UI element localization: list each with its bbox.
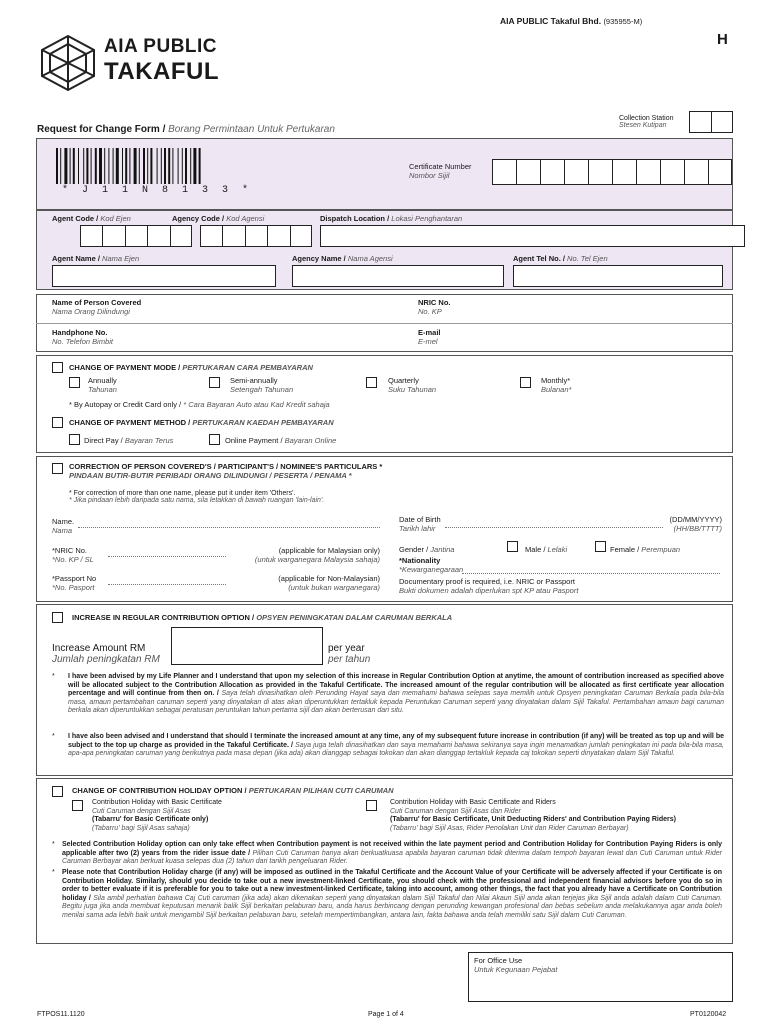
dob-format-ms: (HH/BB/TTTT) bbox=[673, 524, 722, 533]
payment-mode-checkbox[interactable] bbox=[52, 362, 63, 373]
proof-ms: Bukti dokumen adalah diperlukan spt KP atau Pasport bbox=[399, 586, 579, 595]
barcode-bar bbox=[134, 148, 137, 184]
dob-input[interactable] bbox=[445, 527, 663, 528]
gender-label bbox=[399, 545, 454, 554]
online-payment-label bbox=[225, 436, 336, 445]
per-year-en: per year bbox=[328, 643, 365, 654]
holiday-note1-ms: Pilihan Cuti Caruman hanya akan berkuatkuasa apabila bayaran caruman tidak diterima dalam tempoh bayaran lewat dan Cuti Caruman untuk Rider Caruman Berbayar akan berkuat kuasa selepas dua (2) tahun dari tarikh pengeluaran Rider. bbox=[62, 849, 722, 866]
passport-input[interactable] bbox=[108, 584, 226, 585]
agent-name-label bbox=[52, 254, 139, 263]
agency-code-input[interactable] bbox=[200, 225, 312, 247]
male-ms: Lelaki bbox=[547, 545, 568, 554]
company-name-text: AIA PUBLIC Takaful Bhd. bbox=[500, 16, 602, 26]
correction-name-label bbox=[52, 517, 74, 535]
agency-name-input[interactable] bbox=[292, 265, 504, 287]
office-use-ms: Untuk Kegunaan Pejabat bbox=[474, 965, 558, 974]
increase-title-en: INCREASE IN REGULAR CONTRIBUTION OPTION / bbox=[72, 613, 255, 622]
barcode-bar bbox=[190, 148, 191, 184]
correction-nric-app-en: (applicable for Malaysian only) bbox=[278, 546, 380, 555]
barcode-bar bbox=[150, 148, 152, 184]
barcode-bar bbox=[108, 148, 109, 184]
increase-note2-ms: Saya juga telah dinasihatkan dan saya memahami bahawa sekiranya saya ingin menamatkan jumlah peningkatan ini pada bila-bila masa, apa-apa peningkatan caruman yang berikutnya pada masa depan (jika ada) akan dianggap sebagai tokokan dan akan dianggap tertakluk kepada caj tokokan seperti dinyatakan dalam Sijil Takaful. bbox=[68, 741, 724, 758]
form-title bbox=[37, 124, 335, 135]
payment-mode-title bbox=[69, 363, 313, 372]
person-divider bbox=[36, 323, 733, 324]
passport-app-ms: (untuk bukan warganegara) bbox=[288, 583, 380, 592]
barcode-bar bbox=[83, 148, 84, 184]
dispatch-location-input[interactable] bbox=[320, 225, 745, 247]
correction-nric-ms: *No. KP / SL bbox=[52, 555, 94, 564]
agent-code-en: Agent Code / bbox=[52, 214, 99, 223]
direct-pay-checkbox[interactable] bbox=[69, 434, 80, 445]
nric-ms: No. KP bbox=[418, 307, 442, 316]
quarterly-label bbox=[388, 376, 436, 394]
increase-note2 bbox=[68, 733, 724, 759]
holiday-note1-bullet: * bbox=[52, 841, 55, 848]
increase-note1-bullet: * bbox=[52, 673, 55, 680]
holiday-basic-l1: Contribution Holiday with Basic Certificate bbox=[92, 799, 222, 806]
dispatch-location-ms: Lokasi Penghantaran bbox=[391, 214, 463, 223]
increase-note1-en: I have been advised by my Life Planner and I understand that upon my selection of this increase in Regular Contribution Option at anytime, the amount of contribution increased as specified above will be allocated subject to the Contribution Allocation as provided in the Takaful Certificate. The increased amount of the regular contribution will be allocated as first certificate year allocation percentage and will continue from then on. / bbox=[68, 673, 724, 698]
form-title-ms: Borang Permintaan Untuk Pertukaran bbox=[168, 124, 335, 135]
footer-page-number: Page 1 of 4 bbox=[368, 1011, 404, 1018]
increase-title-ms: OPSYEN PENINGKATAN DALAM CARUMAN BERKALA bbox=[256, 613, 453, 622]
holiday-basic-l2: Cuti Caruman dengan Sijil Asas bbox=[92, 807, 191, 815]
passport-label bbox=[52, 574, 96, 592]
holiday-riders-checkbox[interactable] bbox=[366, 800, 377, 811]
person-name-label bbox=[52, 298, 141, 316]
barcode-bar bbox=[164, 148, 166, 184]
gender-ms: Jantina bbox=[430, 545, 455, 554]
correction-checkbox[interactable] bbox=[52, 463, 63, 474]
agent-code-input[interactable] bbox=[80, 225, 192, 247]
autopay-note bbox=[69, 400, 330, 409]
agency-code-label bbox=[172, 214, 264, 223]
office-use-en: For Office Use bbox=[474, 956, 523, 965]
holiday-riders-l1: Contribution Holiday with Basic Certificate and Riders bbox=[390, 799, 556, 806]
nationality-en: *Nationality bbox=[399, 556, 441, 565]
quarterly-ms: Suku Tahunan bbox=[388, 385, 437, 394]
barcode-bar bbox=[122, 148, 123, 184]
payment-mode-title-en: CHANGE OF PAYMENT MODE / bbox=[69, 363, 181, 372]
monthly-ms: Bulanan* bbox=[541, 385, 572, 394]
holiday-note1 bbox=[62, 841, 722, 867]
barcode-bar bbox=[70, 148, 71, 184]
agency-name-en: Agency Name / bbox=[292, 254, 346, 263]
dob-format-en: (DD/MM/YYYY) bbox=[669, 515, 722, 524]
agent-code-ms: Kod Ejen bbox=[100, 214, 131, 223]
dispatch-location-en: Dispatch Location / bbox=[320, 214, 390, 223]
holiday-basic-checkbox[interactable] bbox=[72, 800, 83, 811]
payment-mode-title-ms: PERTUKARAN CARA PEMBAYARAN bbox=[182, 363, 313, 372]
autopay-note-en: * By Autopay or Credit Card only / bbox=[69, 400, 182, 409]
dob-en: Date of Birth bbox=[399, 515, 441, 524]
monthly-checkbox[interactable] bbox=[520, 377, 531, 388]
holiday-note2 bbox=[62, 869, 722, 921]
dob-label bbox=[399, 515, 441, 533]
agent-name-en: Agent Name / bbox=[52, 254, 100, 263]
logo-text-takaful: TAKAFUL bbox=[104, 58, 220, 85]
email-ms: E-mel bbox=[418, 337, 438, 346]
holiday-riders-l2: Cuti Caruman dengan Sijil Asas dan Rider bbox=[390, 807, 521, 815]
increase-note1 bbox=[68, 673, 724, 716]
holiday-note2-ms: Sila ambil perhatian bahawa Caj Cuti caruman (jika ada) akan dikenakan seperti yang dinyatakan dalam Sijil Takaful dan Nilai Akaun Sijil anda akan terjejas jika Sijil anda adalah dalam Cuti Caruman. Begitu juga jika anda membuat keputusan menarik balik Sijil berkaitan pelaburan baru, anda harus berbincang dengan perunding kewangan profesional dan bebas sebelum anda melakukannya agar anda boleh menilai sama ada lebih baik untuk mengambil Sijil berkaitan pelaburan baru, setelah mempertimbangkan, antara lain, fakta bahawa anda telah memiliki satu Sijil dalam Cuti Caruman. bbox=[62, 894, 722, 919]
barcode-bar bbox=[199, 148, 201, 184]
monthly-label bbox=[541, 376, 571, 394]
agency-name-ms: Nama Agensi bbox=[347, 254, 393, 263]
dob-format bbox=[660, 515, 722, 533]
handphone-en: Handphone No. bbox=[52, 328, 108, 337]
dispatch-location-label bbox=[320, 214, 462, 223]
proof-en: Documentary proof is required, i.e. NRIC or Passport bbox=[399, 577, 575, 586]
increase-note2-en: I have also been advised and I understand that should I terminate the increased amount at any time, any of my subsequent future increase in contribution (if any) will be treated as top up and will be subject to the top up charge as provided in the Takaful Certificate. / bbox=[68, 733, 724, 749]
barcode-bar bbox=[91, 148, 92, 184]
payment-method-title bbox=[69, 418, 334, 427]
barcode-bar bbox=[143, 148, 145, 184]
agency-code-ms: Kod Agensi bbox=[226, 214, 265, 223]
passport-en: *Passport No bbox=[52, 574, 97, 583]
female-ms: Perempuan bbox=[641, 545, 681, 554]
nationality-input[interactable] bbox=[462, 573, 720, 574]
barcode-bar bbox=[78, 148, 79, 184]
correction-nric-applicable bbox=[228, 546, 380, 564]
holiday-basic-label bbox=[92, 799, 222, 833]
person-name-en: Name of Person Covered bbox=[52, 298, 142, 307]
passport-applicable bbox=[228, 574, 380, 592]
male-checkbox[interactable] bbox=[507, 541, 518, 552]
holiday-basic-l4: (Tabarru' bagi Sijil Asas sahaja) bbox=[92, 824, 190, 832]
footer-form-code: FTPOS11.1120 bbox=[37, 1011, 85, 1018]
correction-nric-en: *NRIC No. bbox=[52, 546, 88, 555]
barcode-bar bbox=[113, 148, 114, 184]
direct-pay-ms: Bayaran Terus bbox=[124, 436, 174, 445]
online-payment-checkbox[interactable] bbox=[209, 434, 220, 445]
company-name bbox=[500, 16, 642, 26]
collection-station-input[interactable] bbox=[689, 111, 733, 133]
agent-name-input[interactable] bbox=[52, 265, 276, 287]
person-name-ms: Nama Orang Dilindungi bbox=[52, 307, 130, 316]
agent-tel-ms: No. Tel Ejen bbox=[567, 254, 608, 263]
barcode-bar bbox=[172, 148, 173, 184]
barcode-bar bbox=[73, 148, 75, 184]
holiday-checkbox[interactable] bbox=[52, 786, 63, 797]
agent-tel-input[interactable] bbox=[513, 265, 723, 287]
direct-pay-label bbox=[84, 436, 173, 445]
increase-checkbox[interactable] bbox=[52, 612, 63, 623]
agent-name-ms: Nama Ejen bbox=[102, 254, 140, 263]
form-letter: H bbox=[717, 31, 728, 48]
agent-code-label bbox=[52, 214, 131, 223]
barcode bbox=[56, 148, 246, 184]
handphone-label bbox=[52, 328, 113, 346]
correction-name-en: Name. bbox=[52, 517, 75, 526]
dob-ms: Tarikh lahir bbox=[399, 524, 436, 533]
correction-nric-input[interactable] bbox=[108, 556, 226, 557]
collection-station-en: Collection Station bbox=[619, 115, 674, 122]
email-en: E-mail bbox=[418, 328, 441, 337]
certificate-number-en: Certificate Number bbox=[409, 162, 472, 171]
gender-en: Gender / bbox=[399, 545, 429, 554]
barcode-bar bbox=[168, 148, 170, 184]
barcode-bar bbox=[193, 148, 196, 184]
certificate-number-input[interactable] bbox=[492, 159, 732, 185]
increase-amount-label bbox=[52, 643, 160, 665]
holiday-title-en: CHANGE OF CONTRIBUTION HOLIDAY OPTION / bbox=[72, 786, 247, 795]
per-year-ms: per tahun bbox=[328, 654, 371, 665]
barcode-bar bbox=[185, 148, 187, 184]
online-payment-en: Online Payment / bbox=[225, 436, 283, 445]
annually-checkbox[interactable] bbox=[69, 377, 80, 388]
annually-label bbox=[88, 376, 117, 394]
female-label bbox=[610, 545, 680, 554]
increase-amount-ms: Jumlah peningkatan RM bbox=[52, 654, 160, 665]
barcode-bar bbox=[139, 148, 140, 184]
quarterly-checkbox[interactable] bbox=[366, 377, 377, 388]
holiday-title bbox=[72, 786, 394, 795]
email-label bbox=[418, 328, 441, 346]
female-en: Female / bbox=[610, 545, 640, 554]
agency-name-label bbox=[292, 254, 393, 263]
passport-app-en: (applicable for Non-Malaysian) bbox=[278, 574, 380, 583]
nationality-ms: *Kewarganegaraan bbox=[399, 565, 464, 574]
barcode-bar bbox=[182, 148, 183, 184]
correction-name-input[interactable] bbox=[78, 527, 380, 528]
company-reg-no: (935955-M) bbox=[603, 17, 643, 26]
footer-print-code: PT0120042 bbox=[690, 1011, 727, 1018]
passport-ms: *No. Pasport bbox=[52, 583, 95, 592]
agency-code-en: Agency Code / bbox=[172, 214, 225, 223]
correction-nric-label bbox=[52, 546, 94, 564]
nationality-label bbox=[399, 556, 463, 574]
proof-note bbox=[399, 577, 578, 595]
payment-method-title-en: CHANGE OF PAYMENT METHOD / bbox=[69, 418, 191, 427]
correction-title-en: CORRECTION OF PERSON COVERED'S / PARTICIPANT'S / NOMINEE'S PARTICULARS * bbox=[69, 462, 383, 471]
barcode-bar bbox=[86, 148, 88, 184]
annually-en: Annually bbox=[88, 376, 117, 385]
barcode-bar bbox=[104, 148, 105, 184]
barcode-text: * J 1 1 N 8 1 3 3 * bbox=[62, 185, 253, 196]
holiday-basic-l3: (Tabarru' for Basic Certificate only) bbox=[92, 816, 209, 824]
correction-nric-app-ms: (untuk warganegara Malaysia sahaja) bbox=[254, 555, 380, 564]
correction-title-ms: PINDAAN BUTIR-BUTIR PERIBADI ORANG DILINDUNGI / PESERTA / PENAMA * bbox=[69, 471, 352, 480]
increase-note2-bullet: * bbox=[52, 733, 55, 740]
holiday-note2-en: Please note that Contribution Holiday charge (if any) will be imposed as outlined in the Takaful Certificate and the Account Value of your Certificate will be adversely affected if your Certificate is on Contribution Holiday. Similarly, should you decide to take out a new investment-linked Certificate, you should check with the professional and independent financial advisors before you do so in order to better evaluate if it is preferable for you to take out a new investment-linked Certificate, taking into account, among other things, the fact that you already have a Certificate on Contribution holiday / bbox=[62, 869, 722, 902]
correction-title bbox=[69, 462, 382, 480]
semi-annually-en: Semi-annually bbox=[230, 376, 278, 385]
female-checkbox[interactable] bbox=[595, 541, 606, 552]
nric-en: NRIC No. bbox=[418, 298, 451, 307]
holiday-riders-label bbox=[390, 799, 676, 833]
holiday-riders-l4: (Tabarru' bagi Sijil Asas, Rider Penolakan Unit dan Rider Caruman Berbayar) bbox=[390, 824, 629, 832]
annually-ms: Tahunan bbox=[88, 385, 117, 394]
correction-note bbox=[69, 490, 324, 504]
barcode-bar bbox=[56, 148, 58, 184]
payment-method-title-ms: PERTUKARAN KAEDAH PEMBAYARAN bbox=[192, 418, 334, 427]
male-en: Male / bbox=[525, 545, 546, 554]
nric-label bbox=[418, 298, 451, 316]
collection-station-ms: Stesen Kutipan bbox=[619, 122, 667, 129]
increase-amount-en: Increase Amount RM bbox=[52, 643, 146, 654]
certificate-number-label bbox=[409, 162, 472, 180]
semi-annually-ms: Setengah Tahunan bbox=[230, 385, 294, 394]
barcode-bar bbox=[99, 148, 102, 184]
autopay-note-ms: * Cara Bayaran Auto atau Kad Kredit sahaja bbox=[183, 400, 330, 409]
online-payment-ms: Bayaran Online bbox=[284, 436, 337, 445]
male-label bbox=[525, 545, 567, 554]
collection-station-label bbox=[619, 115, 673, 129]
increase-note1-ms: Saya telah dinasihatkan oleh Perunding Hayat saya dan memahami bahawa selepas saya memilih untuk Opsyen peningkatan Caruman Berkala pada bila-bila masa, amaun pertambahan caruman seperti yang dinyatakan di atas akan diperuntukkan tertakluk kepada Peruntukan Caruman seperti yang dinyatakan dalam Sijil Takaful. Pertambahan amaun bagi caruman berkala akan diperuntukkan sebagai peratusan peruntukan tahun pertama sijil dan akan berterusan dari situ. bbox=[68, 690, 725, 715]
aia-logo-icon bbox=[36, 34, 100, 92]
barcode-bar bbox=[125, 148, 127, 184]
barcode-bar bbox=[161, 148, 162, 184]
barcode-bar bbox=[157, 148, 158, 184]
correction-name-ms: Nama bbox=[52, 526, 73, 535]
holiday-title-ms: PERTUKARAN PILIHAN CUTI CARUMAN bbox=[248, 786, 394, 795]
holiday-note1-en: Selected Contribution Holiday option can only take effect when Contribution payment is not received within the late payment period and Contribution Holiday for Contribution Paying Riders is only applicable after two (2) years from the rider issue date / bbox=[62, 841, 722, 857]
increase-title bbox=[72, 613, 452, 622]
form-title-en: Request for Change Form / bbox=[37, 124, 166, 135]
per-year-label bbox=[328, 643, 370, 665]
semi-annually-label bbox=[230, 376, 293, 394]
barcode-bar bbox=[178, 148, 179, 184]
barcode-bar bbox=[95, 148, 97, 184]
increase-amount-input[interactable] bbox=[171, 627, 323, 665]
certificate-number-ms: Nombor Sijil bbox=[409, 171, 450, 180]
quarterly-en: Quarterly bbox=[388, 376, 419, 385]
office-use-label bbox=[474, 956, 557, 974]
agent-tel-label bbox=[513, 254, 608, 263]
correction-note-ms: * Jika pindaan lebih daripada satu nama, sila letakkan di bawah ruangan 'lain-lain'. bbox=[69, 497, 325, 504]
payment-method-checkbox[interactable] bbox=[52, 417, 63, 428]
direct-pay-en: Direct Pay / bbox=[84, 436, 123, 445]
barcode-bar bbox=[60, 148, 61, 184]
holiday-riders-l3: (Tabarru' for Basic Certificate, Unit Deducting Riders' and Contribution Paying Riders) bbox=[390, 816, 676, 824]
barcode-bar bbox=[116, 148, 119, 184]
barcode-bar bbox=[64, 148, 67, 184]
semi-annually-checkbox[interactable] bbox=[209, 377, 220, 388]
agent-tel-en: Agent Tel No. / bbox=[513, 254, 565, 263]
handphone-ms: No. Telefon Bimbit bbox=[52, 337, 114, 346]
correction-note-en: * For correction of more than one name, please put it under item 'Others'. bbox=[69, 490, 296, 497]
barcode-bar bbox=[129, 148, 130, 184]
logo-text-aia-public: AIA PUBLIC bbox=[104, 36, 218, 57]
barcode-bar bbox=[147, 148, 148, 184]
holiday-note2-bullet: * bbox=[52, 869, 55, 876]
monthly-en: Monthly* bbox=[541, 376, 571, 385]
